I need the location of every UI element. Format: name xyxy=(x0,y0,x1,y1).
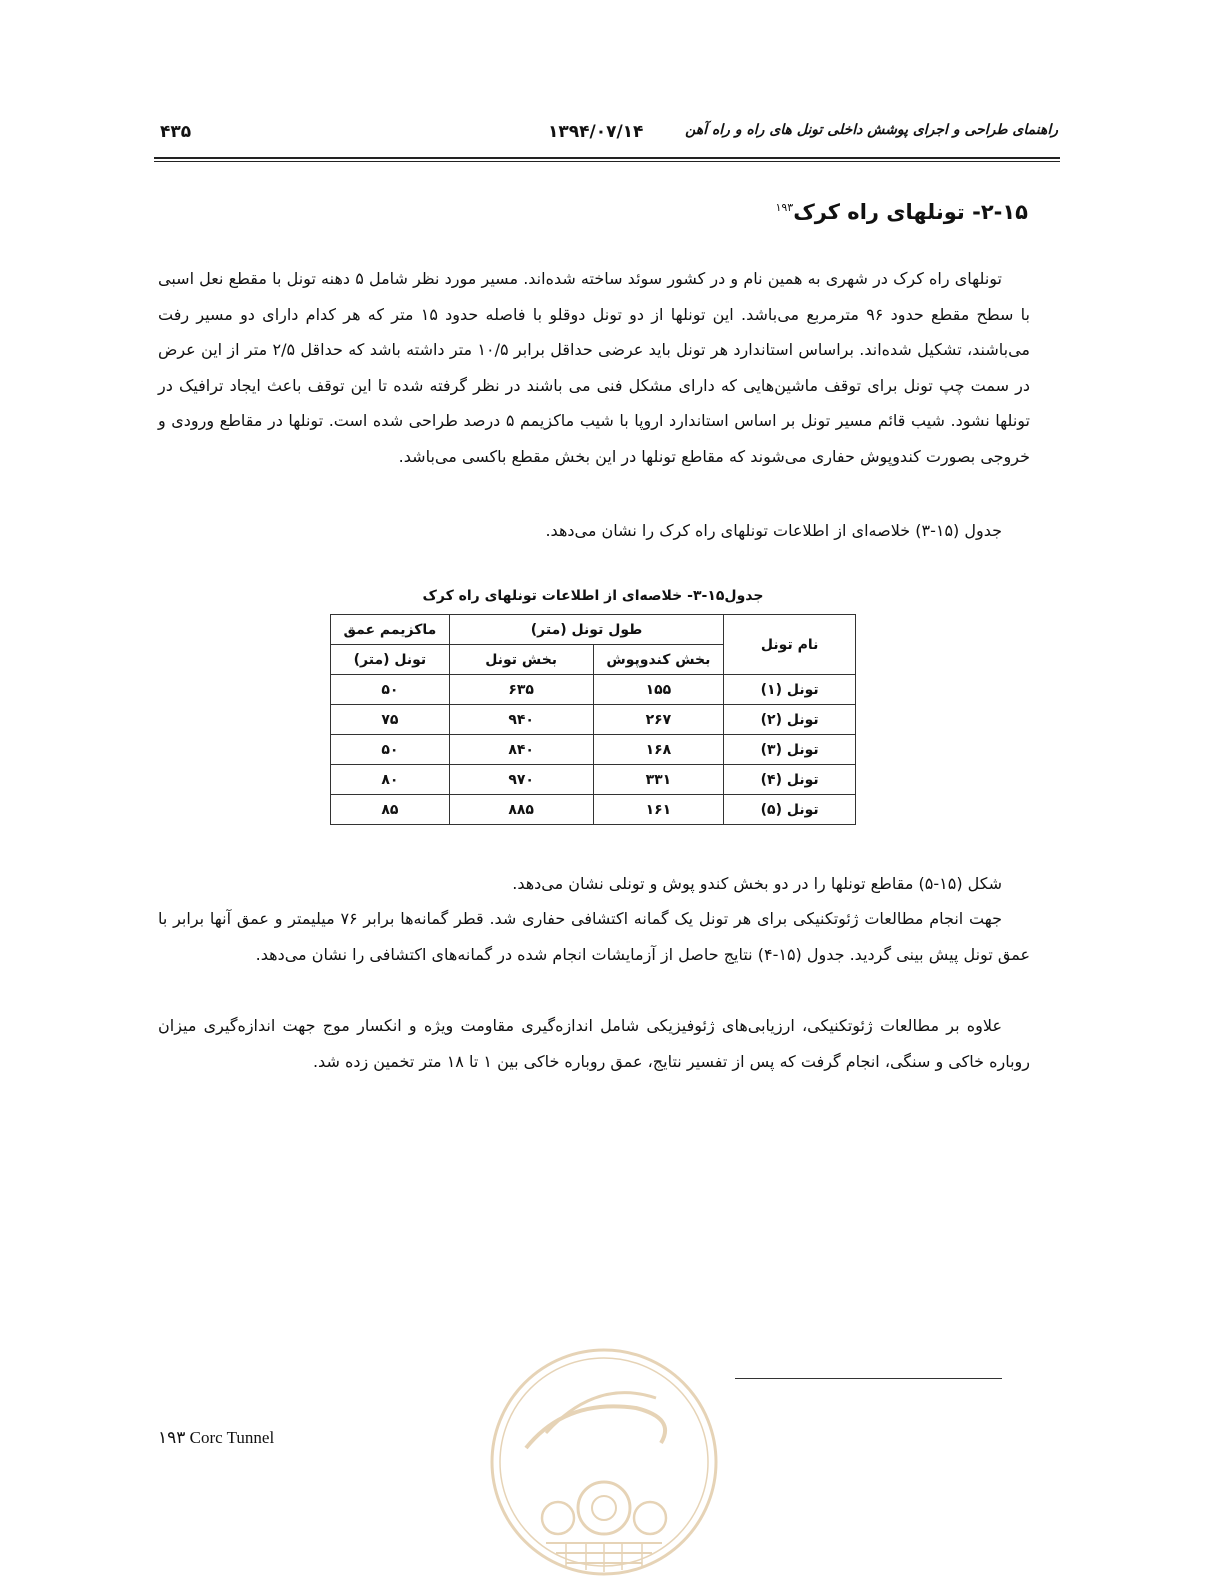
running-header-title: راهنمای طراحی و اجرای پوشش داخلی تونل های راه و راه آهن xyxy=(685,122,1058,138)
section-title-text: ۲-۱۵- تونلهای راه کرک xyxy=(793,200,1028,224)
table-row xyxy=(331,675,856,705)
cell-tunnel-length: ۸۴۰ xyxy=(449,735,593,765)
cell-max-depth: ۸۵ xyxy=(331,795,450,825)
cell-kandopush: ۳۳۱ xyxy=(593,765,724,795)
paragraph-geophysical: علاوه بر مطالعات ژئوتکنیکی، ارزیابی‌های ژئوفیزیکی شامل اندازه‌گیری مقاومت ویژه و انکسار موج جهت اندازه‌گیری میزان روباره خاکی و سنگی، انجام گرفت که پس از تفسیر نتایج، عمق روباره خاکی بین ۱ تا ۱۸ متر تخمین زده شد. xyxy=(158,1016,1030,1071)
cell-tunnel-name: تونل (۳) xyxy=(724,735,856,765)
cell-kandopush: ۱۶۱ xyxy=(593,795,724,825)
paragraph-intro: تونلهای راه کرک در شهری به همین نام و در کشور سوئد ساخته شده‌اند. مسیر مورد نظر شامل ۵ دهنه تونل با مقطع نعل اسبی با سطح مقطع حدود ۹۶ مترمربع می‌باشد. این تونلها از دو تونل دوقلو با فاصله حدود ۱۵ متر که هر کدام دارای دو مسیر رفت می‌باشند، تشکیل شده‌اند. براساس استاندارد هر تونل باید عرضی حداقل برابر ۱۰/۵ متر داشته باشد که حداقل ۲/۵ متر از این عرض در سمت چپ تونل برای توقف ماشین‌هایی که دارای مشکل فنی می باشند در نظر گرفته شده تا این توقف باعث ایجاد ترافیک در تونلها نشود. شیب قائم مسیر تونل بر اساس استاندارد اروپا با شیب ماکزیمم ۵ درصد طراحی شده است. تونلها در مقاطع ورودی و خروجی بصورت کندوپوش حفاری می‌شوند که مقاطع تونلها در این بخش مقطع باکسی می‌باشد. xyxy=(158,269,1030,466)
section-title xyxy=(775,200,1028,224)
footnote-number: ۱۹۳ xyxy=(158,1428,186,1447)
header-rule-thin xyxy=(154,161,1060,162)
cell-tunnel-name: تونل (۱) xyxy=(724,675,856,705)
footnote-rule xyxy=(735,1378,1002,1379)
table-row xyxy=(331,735,856,765)
page-number: ۴۳۵ xyxy=(160,122,192,142)
cell-tunnel-length: ۹۷۰ xyxy=(449,765,593,795)
paragraph-geotechnical: جهت انجام مطالعات ژئوتکنیکی برای هر تونل یک گمانه اکتشافی حفاری شد. قطر گمانه‌ها برابر ۷۶ میلیمتر و عمق آنها برابر با عمق تونل پیش بینی گردید. جدول (۱۵-۴) نتایج حاصل از آزمایشات انجام شده در گمانه‌های اکتشافی را نشان می‌دهد. xyxy=(158,909,1030,964)
header-tunnel-length: طول تونل (متر) xyxy=(449,615,723,645)
header-rule xyxy=(154,157,1060,159)
cell-max-depth: ۸۰ xyxy=(331,765,450,795)
header-kandopush-section: بخش کندوپوش xyxy=(593,645,724,675)
footnote-text: Corc Tunnel xyxy=(189,1428,275,1447)
cell-max-depth: ۵۰ xyxy=(331,735,450,765)
table-row xyxy=(331,705,856,735)
paragraph-table-ref: جدول (۱۵-۳) خلاصه‌ای از اطلاعات تونلهای راه کرک را نشان می‌دهد. xyxy=(545,521,1002,540)
header-tunnel-name: نام تونل xyxy=(724,615,856,675)
cell-tunnel-length: ۹۴۰ xyxy=(449,705,593,735)
table-row xyxy=(331,765,856,795)
paragraph-figure-ref: شکل (۱۵-۵) مقاطع تونلها را در دو بخش کندو پوش و تونلی نشان می‌دهد. xyxy=(512,874,1002,893)
cell-max-depth: ۷۵ xyxy=(331,705,450,735)
header-tunnel-section: بخش تونل xyxy=(449,645,593,675)
footnote-reference: ۱۹۳ xyxy=(775,201,794,214)
cell-kandopush: ۱۵۵ xyxy=(593,675,724,705)
header-max-depth-line2: تونل (متر) xyxy=(331,645,450,675)
cell-tunnel-length: ۸۸۵ xyxy=(449,795,593,825)
watermark-seal-icon xyxy=(486,1338,722,1584)
table-caption: جدول۱۵-۳- خلاصه‌ای از اطلاعات تونلهای راه کرک xyxy=(422,588,764,604)
cell-max-depth: ۵۰ xyxy=(331,675,450,705)
cell-tunnel-length: ۶۳۵ xyxy=(449,675,593,705)
table-header-row xyxy=(331,615,856,645)
cell-tunnel-name: تونل (۲) xyxy=(724,705,856,735)
tunnels-table xyxy=(330,614,856,825)
footnote xyxy=(158,1428,274,1448)
cell-kandopush: ۱۶۸ xyxy=(593,735,724,765)
table-row xyxy=(331,795,856,825)
cell-kandopush: ۲۶۷ xyxy=(593,705,724,735)
cell-tunnel-name: تونل (۴) xyxy=(724,765,856,795)
header-date: ۱۳۹۴/۰۷/۱۴ xyxy=(548,122,644,142)
cell-tunnel-name: تونل (۵) xyxy=(724,795,856,825)
header-max-depth-line1: ماکزیمم عمق xyxy=(331,615,450,645)
